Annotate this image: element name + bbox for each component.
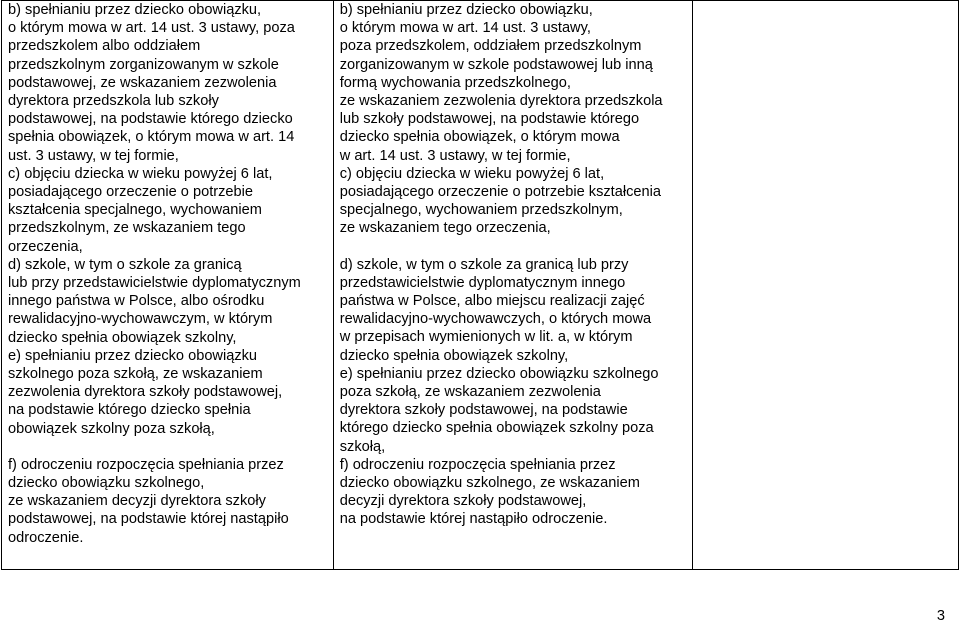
- middle-column-text: [340, 1, 692, 529]
- text-line: innego państwa w Polsce, albo ośrodku: [8, 293, 265, 310]
- text-line: lub przy przedstawicielstwie dyplomatycznym: [8, 275, 301, 292]
- text-line: w art. 14 ust. 3 ustawy, w tej formie,: [339, 147, 571, 164]
- text-line: podstawowej, na podstawie której nastąpiło: [8, 511, 289, 528]
- text-line: e) spełnianiu przez dziecko obowiązku: [8, 347, 258, 364]
- text-line: podstawowej, na podstawie którego dziecko: [8, 111, 293, 128]
- text-line: przedszkolnym zorganizowanym w szkole: [8, 56, 279, 73]
- text-line: na podstawie którego dziecko spełnia: [8, 402, 251, 419]
- text-line: dziecko obowiązku szkolnego, ze wskazaniem: [339, 475, 640, 492]
- text-line: o którym mowa w art. 14 ust. 3 ustawy, poza: [8, 20, 295, 37]
- text-line: przedstawicielstwie dyplomatycznym innego: [339, 274, 626, 291]
- text-line: formą wychowania przedszkolnego,: [339, 74, 571, 91]
- text-line: dziecko spełnia obowiązek szkolny,: [339, 347, 569, 364]
- text-line: lub szkoły podstawowej, na podstawie którego: [339, 111, 640, 128]
- text-line: dziecko spełnia obowiązek, o którym mowa: [339, 129, 620, 146]
- text-line: ze wskazaniem tego orzeczenia,: [339, 220, 551, 237]
- text-line: ust. 3 ustawy, w tej formie,: [8, 147, 179, 164]
- table-row: [2, 1, 959, 570]
- text-line: dziecko obowiązku szkolnego,: [8, 475, 205, 492]
- text-line: dziecko spełnia obowiązek szkolny,: [8, 329, 237, 346]
- text-line: ze wskazaniem decyzji dyrektora szkoły: [8, 493, 266, 510]
- left-column-text: [8, 1, 333, 547]
- text-line: odroczenie.: [8, 529, 84, 546]
- text-line: d) szkole, w tym o szkole za granicą: [8, 256, 242, 273]
- text-line: e) spełnianiu przez dziecko obowiązku szkolnego: [339, 365, 659, 382]
- text-line: przedszkolem albo oddziałem: [8, 38, 201, 55]
- text-line: dyrektora szkoły podstawowej, na podstawie: [339, 402, 628, 419]
- text-line: na podstawie której nastąpiło odroczenie.: [339, 511, 608, 528]
- text-line: szkolnego poza szkołą, ze wskazaniem: [8, 366, 263, 383]
- text-line: kształcenia specjalnego, wychowaniem: [8, 202, 262, 219]
- text-line: podstawowej, ze wskazaniem zezwolenia: [8, 74, 277, 91]
- blank-line: [340, 238, 692, 256]
- document-table: [1, 0, 959, 570]
- text-line: c) objęciu dziecka w wieku powyżej 6 lat,: [8, 165, 273, 182]
- text-line: decyzji dyrektora szkoły podstawowej,: [339, 493, 587, 510]
- text-line: poza szkołą, ze wskazaniem zezwolenia: [339, 384, 601, 401]
- left-column-cell: [2, 1, 334, 570]
- text-line: przedszkolnym, ze wskazaniem tego: [8, 220, 246, 237]
- page-number: 3: [936, 608, 945, 624]
- text-line: specjalnego, wychowaniem przedszkolnym,: [339, 202, 623, 219]
- text-line: posiadającego orzeczenie o potrzebie: [8, 184, 254, 201]
- text-line: ze wskazaniem zezwolenia dyrektora przedszkola: [339, 93, 663, 110]
- text-line: d) szkole, w tym o szkole za granicą lub przy: [339, 256, 629, 273]
- text-line: zorganizowanym w szkole podstawowej lub inną: [339, 56, 653, 73]
- text-line: szkołą,: [339, 438, 386, 455]
- text-line: b) spełnianiu przez dziecko obowiązku,: [8, 2, 262, 18]
- text-line: b) spełnianiu przez dziecko obowiązku,: [339, 2, 593, 18]
- text-line: f) odroczeniu rozpoczęcia spełniania przez: [8, 456, 284, 473]
- text-line: obowiązek szkolny poza szkołą,: [8, 420, 215, 437]
- middle-column-cell: [333, 1, 692, 570]
- text-line: poza przedszkolem, oddziałem przedszkolnym: [339, 38, 642, 55]
- right-column-cell: [692, 1, 958, 570]
- text-line: zezwolenia dyrektora szkoły podstawowej,: [8, 384, 283, 401]
- text-line: orzeczenia,: [8, 238, 83, 255]
- text-line: f) odroczeniu rozpoczęcia spełniania przez: [339, 456, 616, 473]
- text-line: c) objęciu dziecka w wieku powyżej 6 lat,: [339, 165, 605, 182]
- text-line: państwa w Polsce, albo miejscu realizacji zajęć: [339, 293, 645, 310]
- text-line: spełnia obowiązek, o którym mowa w art. 14: [8, 129, 295, 146]
- text-line: rewalidacyjno-wychowawczych, o których mowa: [339, 311, 652, 328]
- text-line: posiadającego orzeczenie o potrzebie kształcenia: [339, 184, 661, 201]
- text-line: dyrektora przedszkola lub szkoły: [8, 93, 219, 110]
- text-line: o którym mowa w art. 14 ust. 3 ustawy,: [339, 20, 591, 37]
- blank-line: [8, 438, 333, 456]
- text-line: w przepisach wymienionych w lit. a, w którym: [339, 329, 633, 346]
- text-line: którego dziecko spełnia obowiązek szkolny poza: [339, 420, 654, 437]
- text-line: rewalidacyjno-wychowawczym, w którym: [8, 311, 273, 328]
